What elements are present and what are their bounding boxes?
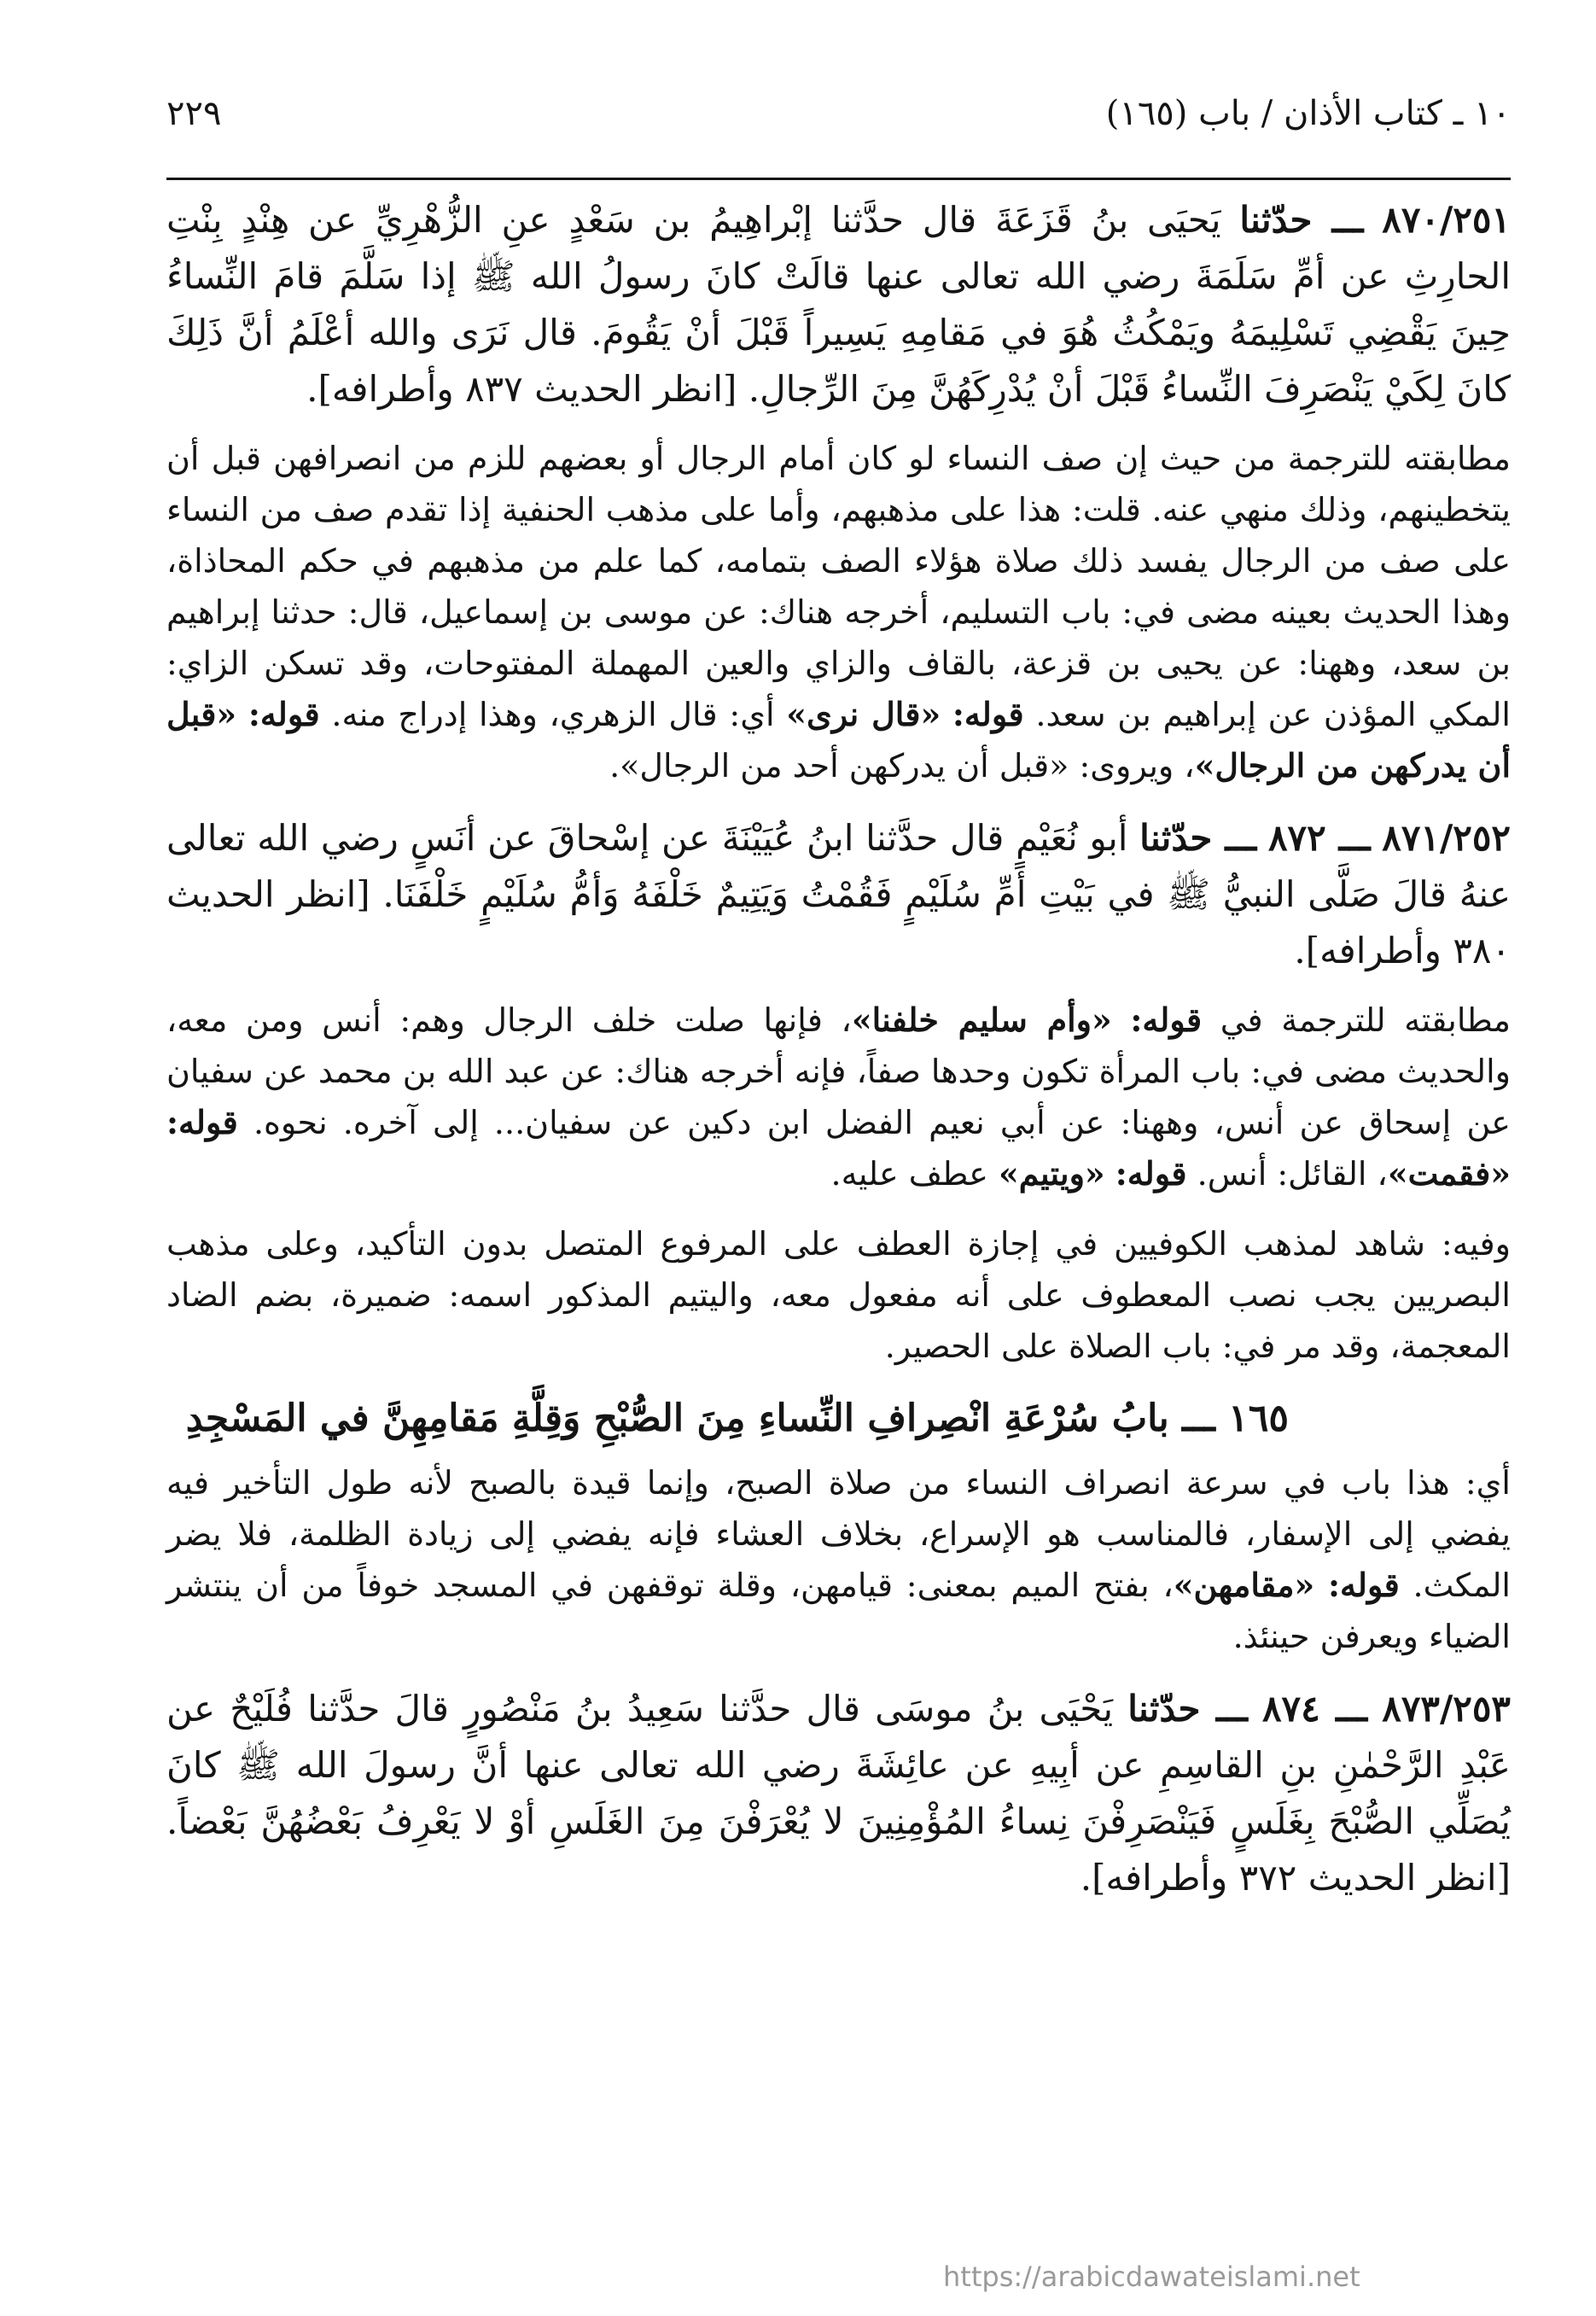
chapter-number: ١٦٥ [1228, 1397, 1289, 1440]
hadith-text: يَحْيَى بنُ موسَى قال حدَّثنا سَعِيدُ بنُ مَنْصُورٍ قالَ حدَّثنا فُلَيْحٌ عن عَبْدِ الرَّحْمٰنِ بنِ القاسِمِ عن أبِيهِ عن عائِشَةَ رضي الله تعالى عنها أنَّ رسولَ الله ﷺ كانَ يُصَلِّي الصُّبْحَ بِغَلَسٍ فَيَنْصَرِفْنَ نِساءُ المُؤْمِنِينَ لا يُعْرَفْنَ مِنَ الغَلَسِ أوْ لا يَعْرِفُ بَعْضُهُنَّ بَعْضاً. [166, 1688, 1511, 1842]
hadith-reference: [انظر الحديث ٣٧٢ وأطرافه]. [1080, 1857, 1511, 1899]
quoted-phrase: «وأم سليم خلفنا» [851, 1000, 1112, 1039]
hadith-251 [166, 192, 1511, 417]
qawluh-label: قوله: [166, 1103, 238, 1141]
commentary-text: أي: هذا باب في سرعة انصراف النساء من صلاة الصبح، وإنما قيدة بالصبح لأنه طول التأخير فيه يفضي إلى الإسفار، فالمناسب هو الإسراع، بخلاف العشاء فإنه يفضي إلى زيادة الظلمة، فلا يضر المكث. [166, 1464, 1511, 1604]
page-body [166, 192, 1511, 1922]
chapter-title: ـــ بابُ سُرْعَةِ انْصِرافِ النِّساءِ مِنَ الصُّبْحِ وَقِلَّةِ مَقامِهِنَّ في المَسْجِدِ [185, 1397, 1215, 1440]
hadith-text: أبو نُعَيْمٍ قال حدَّثنا ابنُ عُيَيْنَةَ عن إسْحاقَ عن أنَسٍ رضي الله تعالى عنهُ قالَ صَلَّى النبيُّ ﷺ في بَيْتِ أمِّ سُلَيْمٍ فَقُمْتُ وَيَتِيمٌ خَلْفَهُ وَأمُّ سُلَيْمٍ خَلْفَنَا. [166, 817, 1511, 915]
hadith-number: ٨٧٣/٢٥٣ [1382, 1688, 1511, 1730]
qawluh-label: قوله: [1327, 1566, 1400, 1604]
hadith-number: ٨٧٠/٢٥١ [1382, 199, 1511, 241]
hadith-intro: ـــ حدّثنا [1239, 199, 1364, 241]
commentary-text: وفيه: شاهد لمذهب الكوفيين في إجازة العطف على المرفوع المتصل بدون التأكيد، وعلى مذهب البصريين يجب نصب المعطوف على أنه مفعول معه، واليتيم المذكور اسمه: ضميرة، بضم الضاد المعجمة، وقد مر في: باب الصلاة على الحصير. [166, 1225, 1511, 1365]
running-title: ١٠ ـ كتاب الأذان / باب (١٦٥) [1105, 94, 1511, 133]
commentary-text: مطابقته للترجمة في [1220, 1001, 1511, 1039]
qawluh-label: قوله: [952, 695, 1024, 733]
commentary-text: أي: قال الزهري، وهذا إدراج منه. [331, 696, 775, 733]
qawluh-label: قوله: [248, 695, 320, 733]
quoted-phrase: «ويتيم» [999, 1154, 1105, 1193]
hadith-intro: ـــ حدّثنا [1127, 1688, 1248, 1730]
qawluh-label: قوله: [1130, 1000, 1203, 1039]
quoted-phrase: «قال نرى» [786, 695, 941, 733]
watermark-url: https://arabicdawateislami.net [943, 2261, 1360, 2293]
hadith-number: ٨٧١/٢٥٢ [1382, 817, 1511, 859]
quoted-phrase: «مقامهن» [1173, 1566, 1315, 1604]
commentary-text: ، القائل: أنس. [1197, 1155, 1388, 1193]
commentary-text: ، بفتح الميم بمعنى: قيامهن، وقلة توقفهن في المسجد خوفاً من أن ينتشر الضياء ويعرفن حينئذ. [166, 1566, 1511, 1655]
qawluh-label: قوله: [1115, 1154, 1187, 1193]
header-rule [166, 178, 1511, 180]
commentary-text: ، ويروى: «قبل أن يدركهن أحد من الرجال». [609, 747, 1195, 785]
hadith-text: يَحيَى بنُ قَزَعَةَ قال حدَّثنا إبْراهِيمُ بن سَعْدٍ عنِ الزُّهْرِيِّ عن هِنْدٍ بِنْتِ الحارِثِ عن أمِّ سَلَمَةَ رضي الله تعالى عنها قالَتْ كانَ رسولُ الله ﷺ إذا سَلَّمَ قامَ النِّساءُ حِينَ يَقْضِي تَسْلِيمَهُ ويَمْكُثُ هُوَ في مَقامِهِ يَسِيراً قَبْلَ أنْ يَقُومَ. قال نَرَى والله أعْلَمُ أنَّ ذَلِكَ كانَ لِكَيْ يَنْصَرِفَ النِّساءُ قَبْلَ أنْ يُدْرِكَهُنَّ مِنَ الرِّجالِ. [166, 199, 1511, 410]
commentary-grammar [166, 1218, 1511, 1372]
hadith-reference: [انظر الحديث ٣٨٠ وأطرافه]. [166, 873, 1511, 971]
hadith-intro: ـــ حدّثنا [1139, 817, 1257, 859]
chapter-heading [166, 1391, 1511, 1447]
commentary-251 [166, 433, 1511, 791]
commentary-text: ، فإنها صلت خلف الرجال وهم: أنس ومن معه، والحديث مضى في: باب المرأة تكون وحدها صفاً، فإنه أخرجه هناك: عن عبد الله بن محمد عن سفيان عن إسحاق عن أنس، وههنا: عن أبي نعيم الفضل ابن دكين عن سفيان... إلى آخره. نحوه. [166, 1001, 1511, 1141]
hadith-252 [166, 810, 1511, 979]
chapter-commentary [166, 1457, 1511, 1662]
quoted-phrase: «فقمت» [1387, 1154, 1511, 1193]
page-number: ٢٢٩ [166, 94, 222, 133]
commentary-252 [166, 995, 1511, 1199]
hadith-reference: [انظر الحديث ٨٣٧ وأطرافه]. [306, 368, 737, 410]
quoted-phrase: «قبل أن يدركهن من الرجال» [166, 695, 1511, 785]
hadith-253 [166, 1681, 1511, 1906]
hadith-number-secondary: ـــ ٨٧٤ [1262, 1688, 1368, 1730]
commentary-text: عطف عليه. [830, 1155, 988, 1193]
hadith-number-secondary: ـــ ٨٧٢ [1267, 817, 1371, 859]
page-header [166, 94, 1511, 145]
commentary-text: مطابقته للترجمة من حيث إن صف النساء لو كان أمام الرجال أو بعضهم للزم من انصرافهن قبل أن يتخطينهم، وذلك منهي عنه. قلت: هذا على مذهبهم، وأما على مذهب الحنفية إذا تقدم صف من النساء على صف من الرجال يفسد ذلك صلاة هؤلاء الصف بتمامه، كما علم من مذهبهم في حكم المحاذاة، وهذا الحديث بعينه مضى في: باب التسليم، أخرجه هناك: عن موسى بن إسماعيل، قال: حدثنا إبراهيم بن سعد، وههنا: عن يحيى بن قزعة، بالقاف والزاي والعين المهملة المفتوحات، وقد تسكن الزاي: المكي المؤذن عن إبراهيم بن سعد. [166, 440, 1511, 733]
